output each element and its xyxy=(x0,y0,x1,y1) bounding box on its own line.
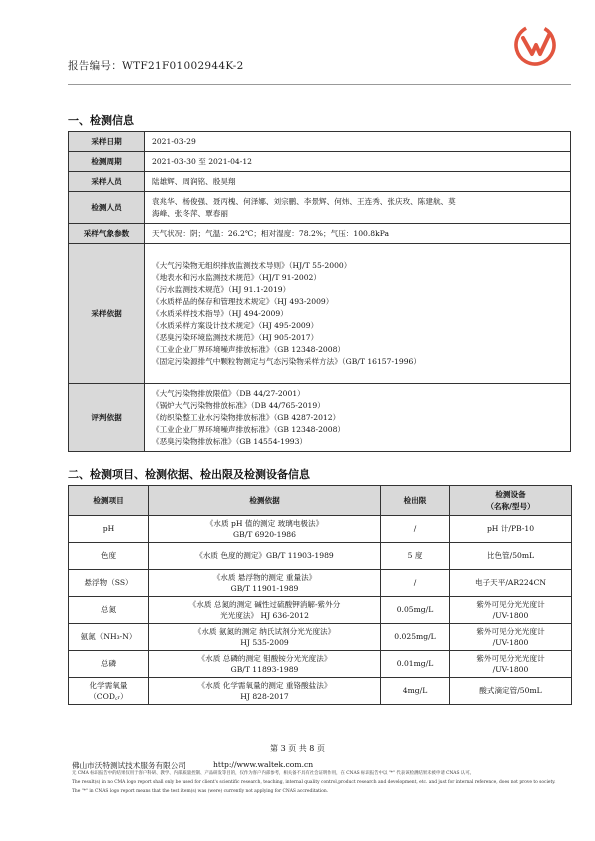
info-row xyxy=(69,172,571,192)
cell-item xyxy=(69,651,149,678)
info-value-line: 《大气污染物无组织排放监测技术导则》（HJ/T 55-2000） xyxy=(152,260,352,270)
page-number: 第 3 页 共 8 页 xyxy=(270,744,325,753)
column-header-line: （名称/型号） xyxy=(486,501,535,511)
info-value-line: 《锅炉大气污染物排放标准》（DB 44/765-2019） xyxy=(152,400,325,410)
cell-limit: 0.05mg/L xyxy=(381,597,450,624)
table-row xyxy=(69,597,572,624)
info-label: 评判依据 xyxy=(69,384,145,452)
info-value-line: 《工业企业厂界环境噪声排放标准》（GB 12348-2008） xyxy=(152,344,345,354)
cell-limit: 5 度 xyxy=(381,543,450,570)
cell-basis-line: 《水质 色度的测定》GB/T 11903-1989 xyxy=(195,551,334,561)
cell-equipment xyxy=(450,516,572,543)
info-value-line: 《大气污染物排放限值》（DB 44/27-2001） xyxy=(152,388,305,398)
info-label: 采样人员 xyxy=(69,172,145,192)
cell-basis-line: 《水质 氨氮的测定 纳氏试剂分光光度法》 xyxy=(193,626,336,636)
cell-limit: 0.01mg/L xyxy=(381,651,450,678)
info-label: 采样日期 xyxy=(69,132,145,152)
cell-equipment xyxy=(450,570,572,597)
cell-basis xyxy=(149,516,381,543)
cell-equipment-line: 比色管/50mL xyxy=(486,551,535,561)
cell-equipment-line: pH 计/PB-10 xyxy=(486,524,535,534)
cell-equipment-line: 紫外可见分光光度计 xyxy=(476,653,545,663)
cell-equipment-line: 酸式滴定管/50mL xyxy=(479,686,542,696)
info-value-line: 海峰、张冬萍、覃春丽 xyxy=(152,208,228,218)
cell-item xyxy=(69,543,149,570)
cell-basis xyxy=(149,651,381,678)
info-row xyxy=(69,192,571,224)
info-label: 检测人员 xyxy=(69,192,145,224)
cell-limit: 4mg/L xyxy=(381,678,450,705)
info-label: 采样气象参数 xyxy=(69,224,145,244)
cell-equipment xyxy=(450,597,572,624)
cell-limit: / xyxy=(381,516,450,543)
info-value-line: 天气状况：阴；气温：26.2℃；相对湿度：78.2%；气压：100.8kPa xyxy=(152,228,390,238)
cell-equipment xyxy=(450,543,572,570)
info-row xyxy=(69,152,571,172)
footer-note-line: 无 CMA 标识报告中的结果仅用于客户科研、教学、内部质量控制、产品研发等目的，仅作为客户内部参考，相关备不具有社会证明作用，在 CNAS 标识报告中以 "*" 代表该检测结果未被申请 CNAS 认可。 xyxy=(72,771,475,776)
footer-website: http://www.waltek.com.cn xyxy=(213,760,314,769)
info-value-line: 2021-03-30 至 2021-04-12 xyxy=(152,156,252,166)
cell-basis-line: 光光度法》 HJ 636-2012 xyxy=(220,611,309,620)
table-row xyxy=(69,516,572,543)
column-header: 检出限 xyxy=(381,486,450,516)
cell-item-line: pH xyxy=(102,524,115,534)
column-header-line: 检测设备 xyxy=(495,490,526,499)
test-items-table xyxy=(68,485,572,705)
section1-title: 一、检测信息 xyxy=(68,114,134,127)
info-value-line: 《地表水和污水监测技术规范》（HJ/T 91-2002） xyxy=(152,272,321,282)
footer-note-line: The result(s) in no CMA logo report shall only be used for client's scientific research, teaching, internal quality control,product research and development, etc. and just for internal reference, does not prove to society. xyxy=(72,780,556,785)
info-value-line: 《水质采样方案设计技术规定》（HJ 495-2009） xyxy=(152,320,319,330)
info-value-line: 《恶臭污染物排放标准》（GB 14554-1993） xyxy=(152,436,308,446)
cell-item-line: 氨氮（NH₃-N） xyxy=(80,632,137,642)
cell-basis xyxy=(149,624,381,651)
cell-equipment-line: /UV-1800 xyxy=(492,611,529,620)
cell-item-line: 总氮 xyxy=(100,605,117,615)
info-value xyxy=(145,384,571,452)
cell-basis-line: 《水质 悬浮物的测定 重量法》 xyxy=(212,572,317,582)
table-row xyxy=(69,624,572,651)
header-rule xyxy=(68,84,571,85)
test-info-table xyxy=(68,131,571,452)
info-value xyxy=(145,192,571,224)
footer-note-line: The "*" in CNAS logo report means that the test item(s) was (were) currently not applying for CNAS accreditation. xyxy=(72,789,329,794)
cell-item-line: 总磷 xyxy=(100,659,117,669)
section2-title: 二、检测项目、检测依据、检出限及检测设备信息 xyxy=(68,468,310,481)
cell-equipment-line: 紫外可见分光光度计 xyxy=(476,626,545,636)
info-row xyxy=(69,244,571,384)
table-row xyxy=(69,678,572,705)
info-row xyxy=(69,132,571,152)
cell-basis xyxy=(149,543,381,570)
cell-basis xyxy=(149,570,381,597)
table-row xyxy=(69,570,572,597)
info-value xyxy=(145,152,571,172)
cell-item-line: 悬浮物（SS） xyxy=(84,578,133,588)
report-number: 报告编号：WTF21F01002944K-2 xyxy=(68,60,244,72)
info-value-line: 《工业企业厂界环境噪声排放标准》（GB 12348-2008） xyxy=(152,424,345,434)
info-value-line: 《固定污染源排气中颗粒物测定与气态污染物采样方法》（GB/T 16157-1996） xyxy=(152,356,421,366)
info-label: 检测周期 xyxy=(69,152,145,172)
info-label: 采样依据 xyxy=(69,244,145,384)
table-header-row xyxy=(69,486,572,516)
cell-equipment xyxy=(450,678,572,705)
footer-company: 佛山市沃特测试技术服务有限公司 xyxy=(72,761,186,770)
cell-basis-line: 《水质 化学需氧量的测定 重铬酸盐法》 xyxy=(197,680,332,690)
cell-item xyxy=(69,678,149,705)
info-value xyxy=(145,244,571,384)
cell-item xyxy=(69,570,149,597)
cell-equipment xyxy=(450,651,572,678)
cell-basis-line: HJ 535-2009 xyxy=(240,638,289,647)
cell-equipment xyxy=(450,624,572,651)
cell-basis-line: 《水质 总磷的测定 钼酸铵分光光度法》 xyxy=(197,653,332,663)
info-value-line: 《水质采样技术指导》（HJ 494-2009） xyxy=(152,308,288,318)
info-value-line: 《恶臭污染环境监测技术规范》（HJ 905-2017） xyxy=(152,332,319,342)
cell-basis-line: HJ 828-2017 xyxy=(240,692,289,701)
cell-item xyxy=(69,516,149,543)
info-value-line: 陆雄辉、周润铭、殷昊翔 xyxy=(152,176,236,186)
cell-equipment-line: 电子天平/AR224CN xyxy=(474,578,547,588)
info-value-line: 袁兆华、杨俊强、聂丙槐、何泽娜、刘宗鹏、李景辉、何炜、王连秀、张庆玫、陈建航、莫 xyxy=(152,196,456,206)
info-value-line: 《纺织染整工业水污染物排放标准》（GB 4287-2012） xyxy=(152,412,341,422)
info-value xyxy=(145,224,571,244)
table-row xyxy=(69,651,572,678)
cell-basis-line: GB/T 6920-1986 xyxy=(233,530,296,539)
cell-basis xyxy=(149,597,381,624)
cell-limit: / xyxy=(381,570,450,597)
cell-limit: 0.025mg/L xyxy=(381,624,450,651)
info-row xyxy=(69,224,571,244)
cell-item-line: （COD꜀ᵣ） xyxy=(89,692,128,701)
cell-basis-line: GB/T 11901-1989 xyxy=(230,584,299,593)
cell-equipment-line: /UV-1800 xyxy=(492,665,529,674)
info-value-line: 2021-03-29 xyxy=(152,136,196,146)
cell-basis-line: GB/T 11893-1989 xyxy=(230,665,299,674)
info-value xyxy=(145,172,571,192)
cell-basis-line: 《水质 总氮的测定 碱性过硫酸钾消解-紫外分 xyxy=(188,599,341,609)
cell-basis xyxy=(149,678,381,705)
cell-item xyxy=(69,624,149,651)
info-value-line: 《污水监测技术规范》（HJ 91.1-2019） xyxy=(152,284,291,294)
cell-equipment-line: 紫外可见分光光度计 xyxy=(476,599,545,609)
info-value-line: 《水质样品的保存和管理技术规定》（HJ 493-2009） xyxy=(152,296,334,306)
cell-item-line: 化学需氧量 xyxy=(89,680,128,690)
cell-basis-line: 《水质 pH 值的测定 玻璃电极法》 xyxy=(205,518,324,528)
table-row xyxy=(69,543,572,570)
column-header xyxy=(450,486,572,516)
cell-item-line: 色度 xyxy=(100,551,117,561)
info-row xyxy=(69,384,571,452)
info-value xyxy=(145,132,571,152)
company-logo-icon xyxy=(513,23,557,67)
column-header: 检测依据 xyxy=(149,486,381,516)
cell-item xyxy=(69,597,149,624)
column-header: 检测项目 xyxy=(69,486,149,516)
cell-equipment-line: /UV-1800 xyxy=(492,638,529,647)
